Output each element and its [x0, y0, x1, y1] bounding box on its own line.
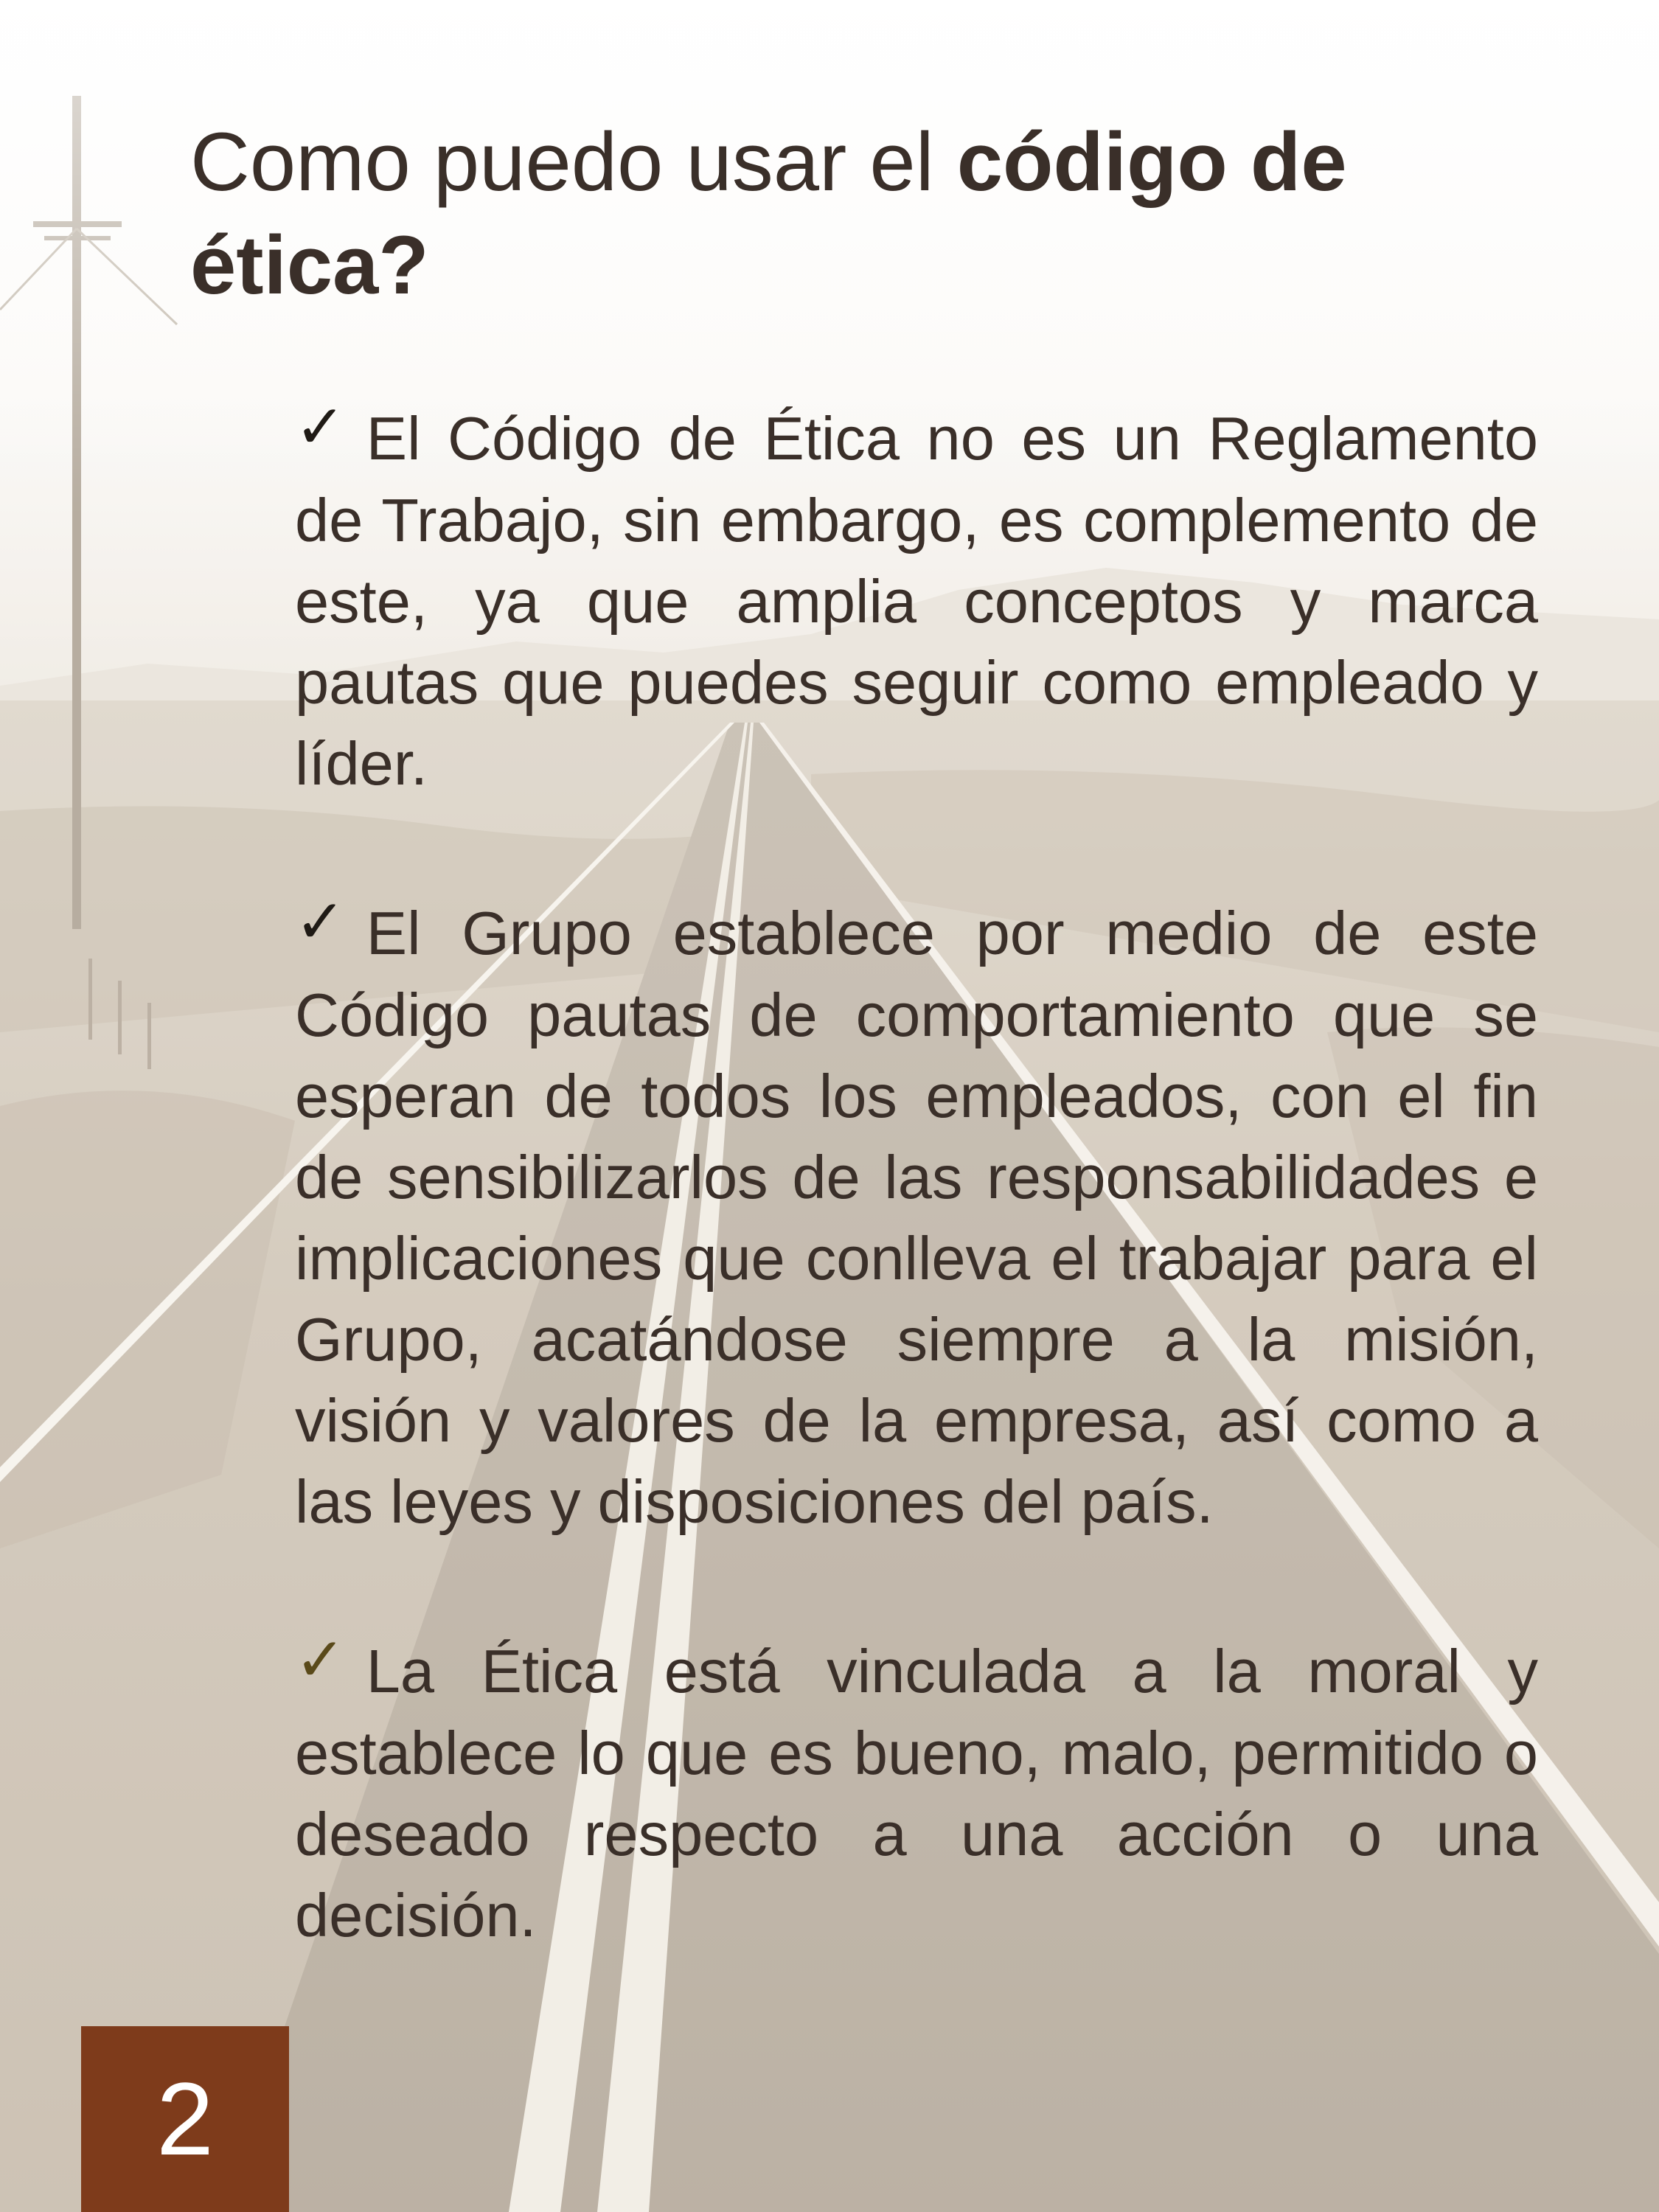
bullet-text: El Código de Ética no es un Reglamento de Trabajo, sin embargo, es complemento de este, ya que amplia conceptos y marca pautas que puedes seguir como empleado y líder. [295, 404, 1538, 798]
page-title-regular: Como puedo usar el [190, 116, 957, 208]
page-number: 2 [156, 2061, 214, 2177]
page-title [190, 111, 1503, 317]
check-icon: ✓ [295, 392, 346, 462]
bullet-item [295, 392, 1538, 804]
check-icon: ✓ [295, 887, 346, 957]
bullet-text: La Ética está vinculada a la moral y establece lo que es bueno, malo, permitido o deseado respecto a una acción o una decisión. [295, 1637, 1538, 1950]
page-number-box [81, 2026, 289, 2212]
bullet-item [295, 1625, 1538, 1956]
bullet-list [295, 392, 1538, 2045]
page-title-bold-line2: ética? [190, 219, 429, 311]
bullet-item [295, 887, 1538, 1543]
page-title-bold-line1: código de [956, 116, 1347, 208]
bullet-text: El Grupo establece por medio de este Código pautas de comportamiento que se esperan de todos los empleados, con el fin de sensibilizarlos de las responsabilidades e implicaciones que conlleva el trabajar para el Grupo, acatándose siempre a la misión, visión y valores de la empresa, así como a las leyes y disposiciones del país. [295, 899, 1538, 1536]
check-icon: ✓ [295, 1625, 346, 1695]
